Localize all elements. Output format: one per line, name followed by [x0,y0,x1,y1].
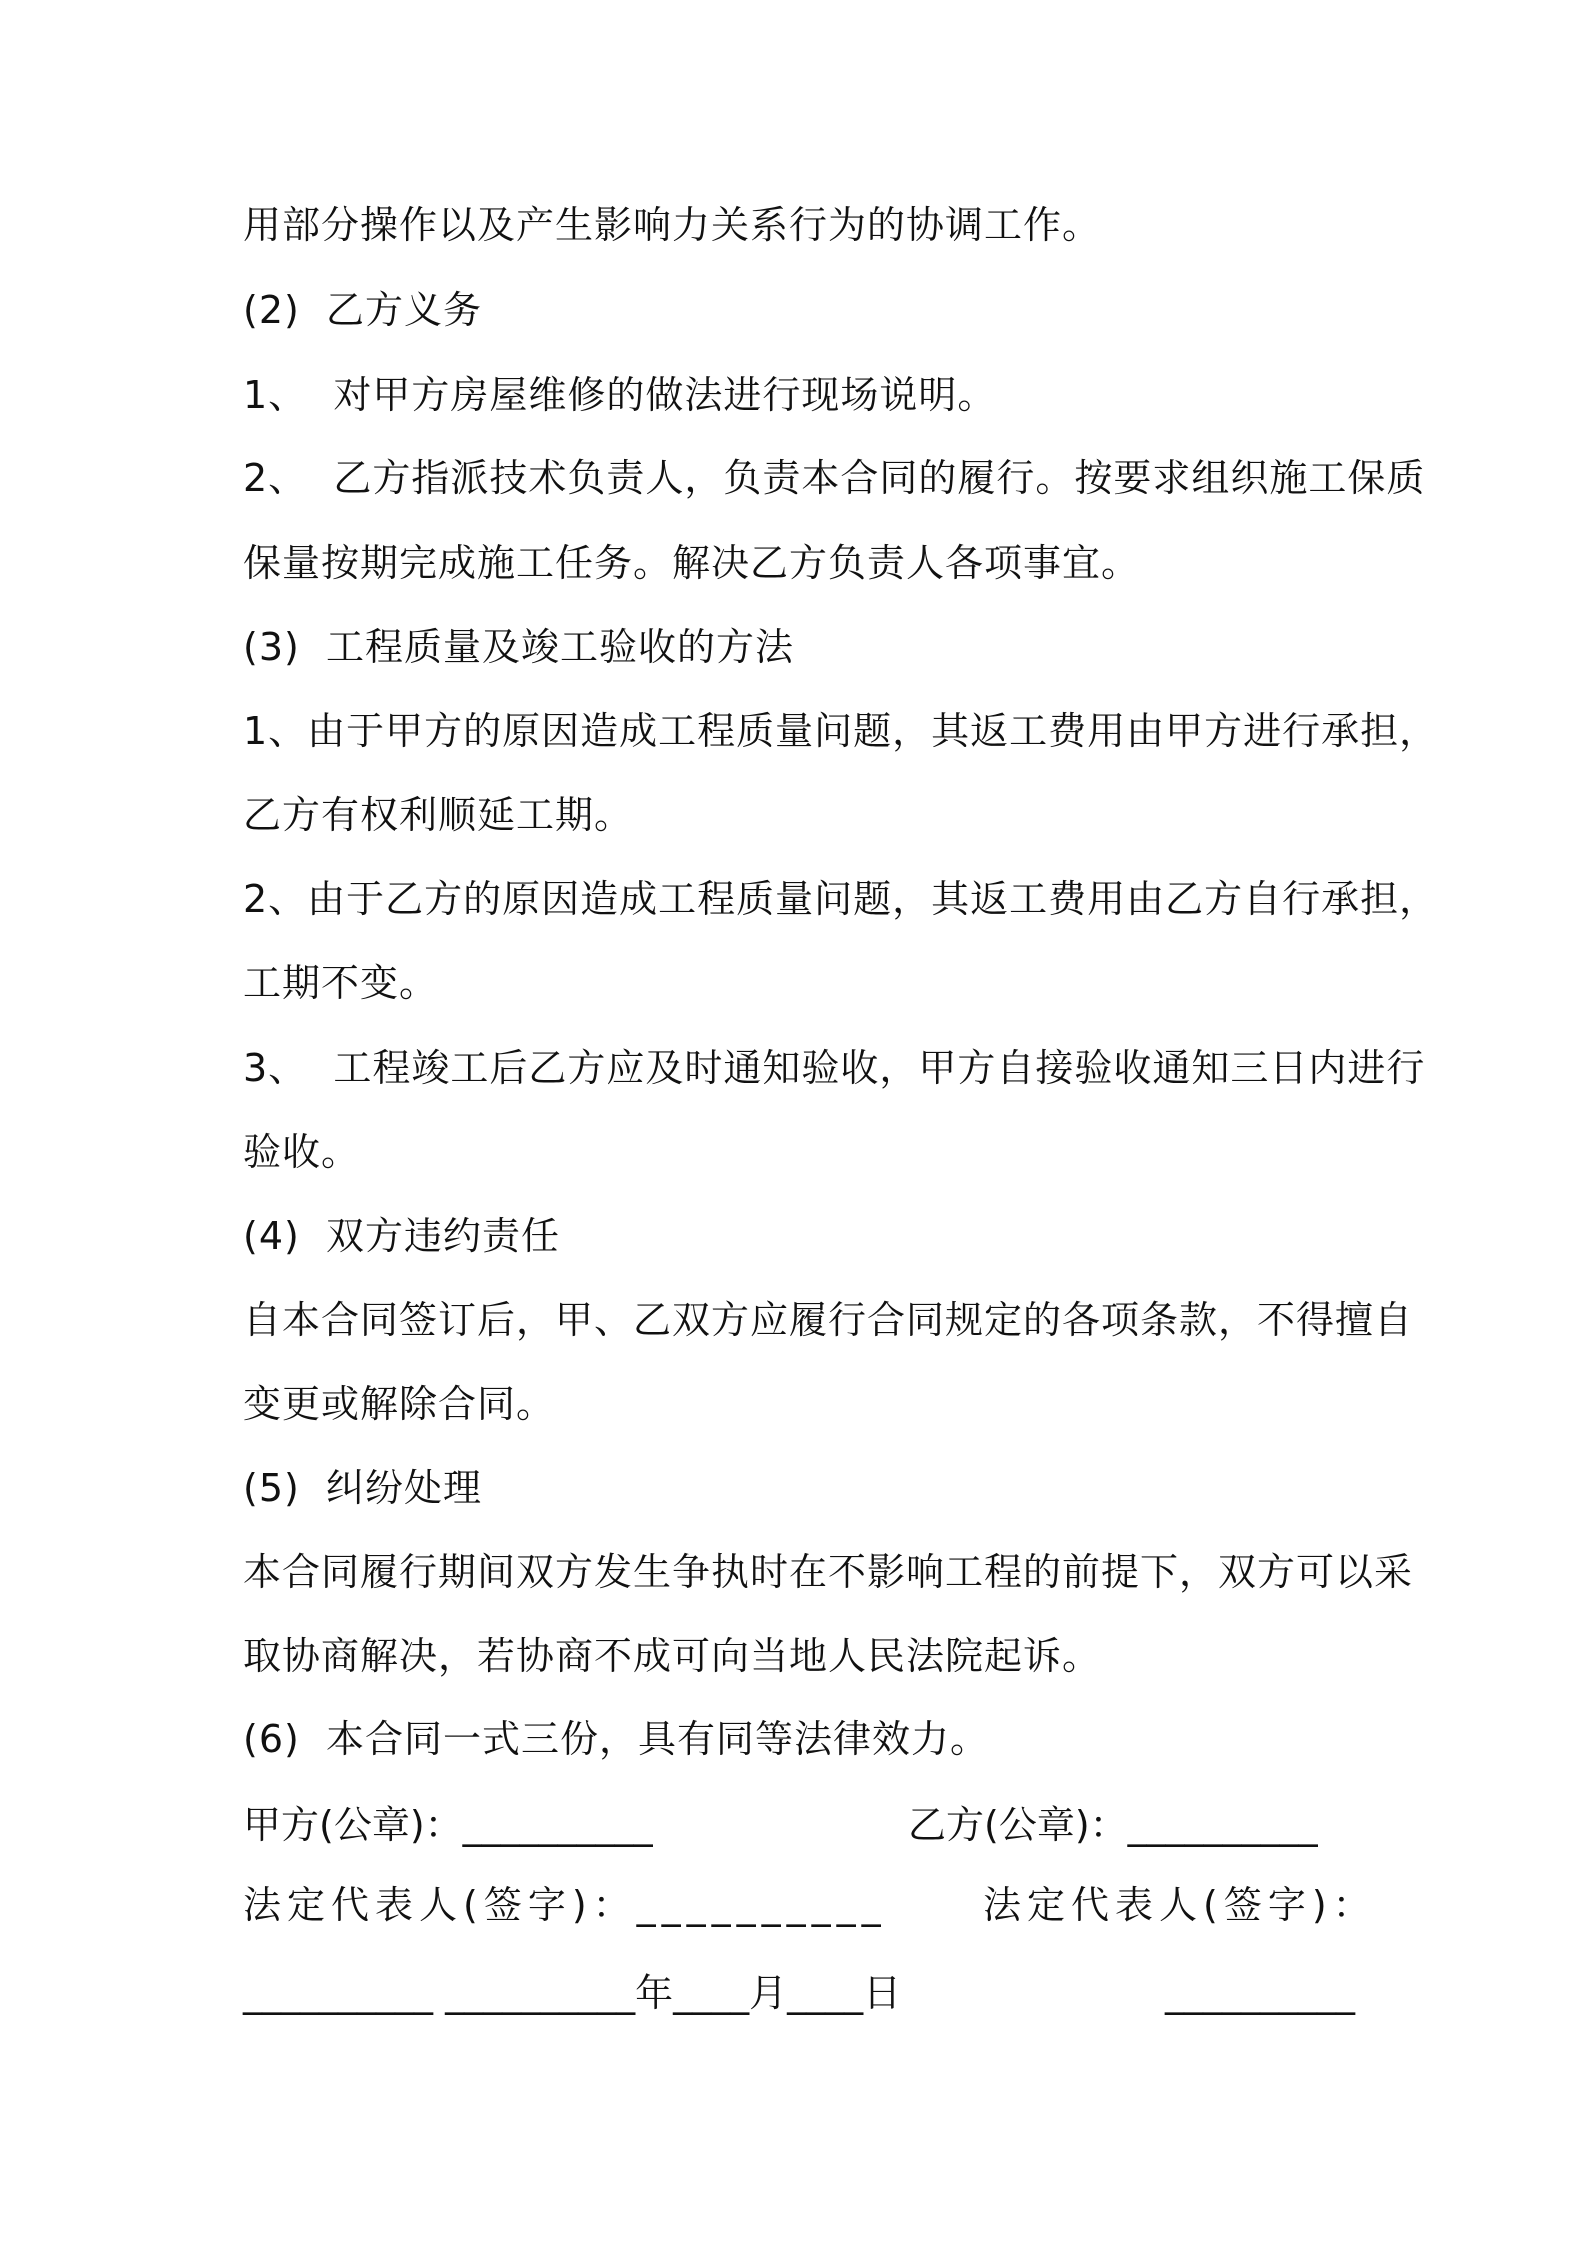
body-line: 自本合同签订后，甲、乙双方应履行合同规定的各项条款，不得擅自 [243,1298,1414,1342]
body-line: 验收。 [243,1130,361,1174]
date-line: __________ __________年____月____日 [243,1971,902,2015]
party-a-representative-field: 法定代表人(签字)：__________ [243,1883,887,1927]
body-line: 3、 工程竣工后乙方应及时通知验收，甲方自接验收通知三日内进行 [243,1046,1426,1090]
section-heading: (6) 本合同一式三份，具有同等法律效力。 [243,1717,989,1761]
body-line: 1、由于甲方的原因造成工程质量问题，其返工费用由甲方进行承担， [243,709,1439,753]
date-blank-right: __________ [1165,1971,1355,2015]
section-heading: (2) 乙方义务 [243,288,482,332]
body-line: 2、由于乙方的原因造成工程质量问题，其返工费用由乙方自行承担， [243,877,1439,921]
body-line: 用部分操作以及产生影响力关系行为的协调工作。 [243,203,1102,247]
section-heading: (5) 纠纷处理 [243,1466,482,1510]
party-b-seal-field: 乙方(公章)：__________ [908,1803,1318,1847]
party-a-seal-field: 甲方(公章)：__________ [243,1803,653,1847]
body-line: 变更或解除合同。 [243,1382,556,1426]
body-line: 取协商解决，若协商不成可向当地人民法院起诉。 [243,1634,1102,1678]
body-line: 本合同履行期间双方发生争执时在不影响工程的前提下，双方可以采 [243,1550,1414,1594]
section-heading: (4) 双方违约责任 [243,1214,560,1258]
section-heading: (3) 工程质量及竣工验收的方法 [243,625,794,669]
body-line: 乙方有权利顺延工期。 [243,793,634,837]
body-line: 工期不变。 [243,961,439,1005]
party-b-representative-field: 法定代表人(签字)： [983,1883,1377,1927]
body-line: 保量按期完成施工任务。解决乙方负责人各项事宜。 [243,541,1141,585]
body-line: 2、 乙方指派技术负责人，负责本合同的履行。按要求组织施工保质 [243,456,1426,500]
body-line: 1、 对甲方房屋维修的做法进行现场说明。 [243,373,997,417]
